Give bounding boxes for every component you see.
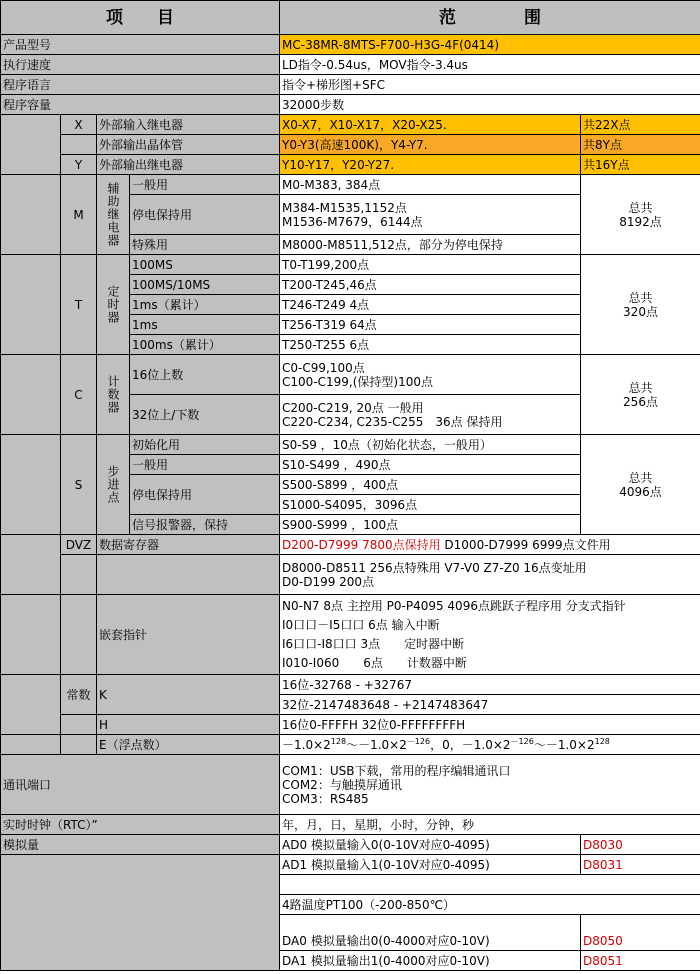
e-range [280,735,700,755]
m-latch-range [280,195,581,235]
lang-label: 程序语言 [1,75,280,95]
row-product [1,35,700,55]
row-transistor [1,135,700,155]
t-3-range: T246-T249 4点 [280,295,581,315]
c-total-2: 256点 [623,394,658,409]
k-line-2: 32位-2147483648 - +2147483647 [280,695,700,715]
row-speed [1,55,700,75]
m-general-name: 一般用 [130,175,280,195]
n-line-3: I6口口-I8口口 3点 定时器中断 [282,636,465,651]
t-total-2: 320点 [623,304,658,319]
m-latch-range-2: M1536-M7679，6144点 [282,214,423,229]
row-rtc [1,815,700,835]
row-k-1 [1,675,700,695]
s-3-name: 停电保持用 [130,475,280,515]
row-capacity [1,95,700,115]
k-label: 常数 [61,675,97,715]
h-line: 16位0-FFFFH 32位0-FFFFFFFFH [280,715,700,735]
s-4-name: 信号报警器，保持 [130,515,280,535]
x-name: 外部输入继电器 [97,115,280,135]
d-extra-2: D0-D199 200点 [282,574,375,589]
row-d [1,535,700,555]
d-extra [280,555,700,595]
x-total: 共22X点 [581,115,700,135]
d-code: DVZ [61,535,97,555]
m-total [581,175,700,255]
c-2-name: 32位上/下数 [130,395,280,435]
header-range: 范 围 [280,1,700,35]
s-1-name: 初始化用 [130,435,280,455]
com-line-1: COM1：USB下载，常用的程序编辑通讯口 [282,763,511,778]
header-row [1,1,700,35]
row-e [1,735,700,755]
row-h [1,715,700,735]
t-3-name: 1ms（累计） [130,295,280,315]
c-vlabel: 计数器 [97,355,130,435]
da1-register: D8051 [581,951,700,971]
y-range: Y10-Y17，Y20-Y27. [280,155,581,175]
y-name: 外部输出继电器 [97,155,280,175]
t-total [581,255,700,355]
c-total-1: 总共 [628,380,653,395]
row-nesting [1,595,700,675]
row-s-1 [1,435,700,455]
c-1-range-2: C100-C199,(保持型)100点 [282,374,433,389]
n-line-1: N0-N7 8点 主控用 P0-P4095 4096点跳跃子程序用 分支式指针 [282,598,626,613]
n-name: 嵌套指针 [97,595,280,675]
s-2-range: S10-S499 ，490点 [280,455,581,475]
tr-name: 外部输出晶体管 [97,135,280,155]
header-item: 项 目 [1,1,280,35]
row-d-extra [1,555,700,595]
s-2-name: 一般用 [130,455,280,475]
d-name: 数据寄存器 [97,535,280,555]
y-total: 共16Y点 [581,155,700,175]
s-3-range-1: S500-S899 ，400点 [280,475,581,495]
e-exp-4: 128 [594,736,610,746]
m-vlabel: 辅助继电器 [97,175,130,255]
s-total [581,435,700,535]
k-code: K [97,675,280,715]
row-y [1,155,700,175]
s-code: S [61,435,97,535]
x-code: X [61,115,97,135]
h-code: H [97,715,280,735]
row-c-1 [1,355,700,395]
speed-value: LD指令-0.54us，MOV指令-3.4us [280,55,700,75]
row-ad1 [1,855,700,875]
c-1-range-1: C0-C99,100点 [282,360,365,375]
x-range: X0-X7，X10-X17，X20-X25. [280,115,581,135]
m-latch-range-1: M384-M1535,1152点 [282,200,407,215]
e-exp-1: 128 [330,736,347,746]
row-m-general [1,175,700,195]
e-part-4: ～－1.0×2 [533,737,595,752]
lang-value: 指令+梯形图+SFC [280,75,700,95]
d-range-file: D1000-D7999 6999点文件用 [440,537,611,552]
n-line-4: I010-I060 6点 计数器中断 [282,655,467,670]
t-4-name: 1ms [130,315,280,335]
product-value: MC-38MR-8MTS-F700-H3G-4F(0414) [280,35,700,55]
e-exp-2: －126 [406,736,431,746]
c-1-name: 16位上数 [130,355,280,395]
t-5-range: T250-T255 6点 [280,335,581,355]
t-2-name: 100MS/10MS [130,275,280,295]
com-line-2: COM2：与触摸屏通讯 [282,777,402,792]
row-t-1 [1,255,700,275]
c-2-range-2: C220-C234, C235-C255 36点 保持用 [282,414,503,429]
c-1-range [280,355,581,395]
s-4-range: S900-S999 ，100点 [280,515,581,535]
d-range-latched: D200-D7999 7800点保持用 [282,537,441,552]
n-range [280,595,700,675]
capacity-label: 程序容量 [1,95,280,115]
m-special-range: M8000-M8511,512点，部分为停电保持 [280,235,581,255]
e-part-2: ～－1.0×2 [346,737,407,752]
pt100-desc: 4路温度PT100（-200-850℃） [280,895,700,915]
s-total-1: 总共 [628,470,653,485]
c-2-range-1: C200-C219, 20点 一般用 [282,400,424,415]
c-code: C [61,355,97,435]
com-range [280,755,700,815]
speed-label: 执行速度 [1,55,280,75]
t-4-range: T256-T319 64点 [280,315,581,335]
t-vlabel: 定时器 [97,255,130,355]
rtc-label: 实时时钟（RTC）” [1,815,280,835]
row-lang [1,75,700,95]
rtc-value: 年，月，日，星期，小时，分钟，秒 [280,815,700,835]
c-total [581,355,700,435]
m-general-range: M0-M383, 384点 [280,175,581,195]
da1-desc: DA1 模拟量输出1(0-4000对应0-10V) [280,951,581,971]
s-total-2: 4096点 [619,484,662,499]
capacity-value: 32000步数 [280,95,700,115]
s-1-range: S0-S9 ，10点（初始化状态，一般用） [280,435,581,455]
da0-register: D8050 [581,915,700,951]
d-range [280,535,700,555]
n-line-2: I0口口－I5口口 6点 输入中断 [282,617,440,632]
m-total-2: 8192点 [619,214,662,229]
row-analog-label [1,835,700,855]
product-label: 产品型号 [1,35,280,55]
d-extra-1: D8000-D8511 256点特殊用 V7-V0 Z7-Z0 16点变址用 [282,560,587,575]
e-name: E（浮点数） [97,735,280,755]
analog-label: 模拟量 [1,835,280,855]
ad0-register: D8030 [581,835,700,855]
tr-total: 共8Y点 [581,135,700,155]
ad0-desc: AD0 模拟量输入0(0-10V对应0-4095) [280,835,581,855]
m-latch-name: 停电保持用 [130,195,280,235]
da0-desc: DA0 模拟量输出0(0-4000对应0-10V) [280,915,581,951]
s-vlabel: 步进点 [97,435,130,535]
com-line-3: COM3：RS485 [282,791,369,806]
k-line-1: 16位-32768 - +32767 [280,675,700,695]
m-code: M [61,175,97,255]
t-1-range: T0-T199,200点 [280,255,581,275]
tr-range: Y0-Y3(高速100K)，Y4-Y7. [280,135,581,155]
c-2-range [280,395,581,435]
t-1-name: 100MS [130,255,280,275]
e-exp-3: －126 [510,736,534,746]
s-3-range-2: S1000-S4095，3096点 [280,495,581,515]
t-total-1: 总共 [628,290,653,305]
t-5-name: 100ms（累计） [130,335,280,355]
e-part-3: ，0，－1.0×2 [430,737,511,752]
ad1-register: D8031 [581,855,700,875]
m-special-name: 特殊用 [130,235,280,255]
m-total-1: 总共 [628,200,653,215]
t-2-range: T200-T245,46点 [280,275,581,295]
com-label: 通讯端口 [1,755,280,815]
ad1-desc: AD1 模拟量输入1(0-10V对应0-4095) [280,855,581,875]
e-part-1: －1.0×2 [282,737,331,752]
row-com [1,755,700,815]
y-code: Y [61,155,97,175]
t-code: T [61,255,97,355]
row-x [1,115,700,135]
